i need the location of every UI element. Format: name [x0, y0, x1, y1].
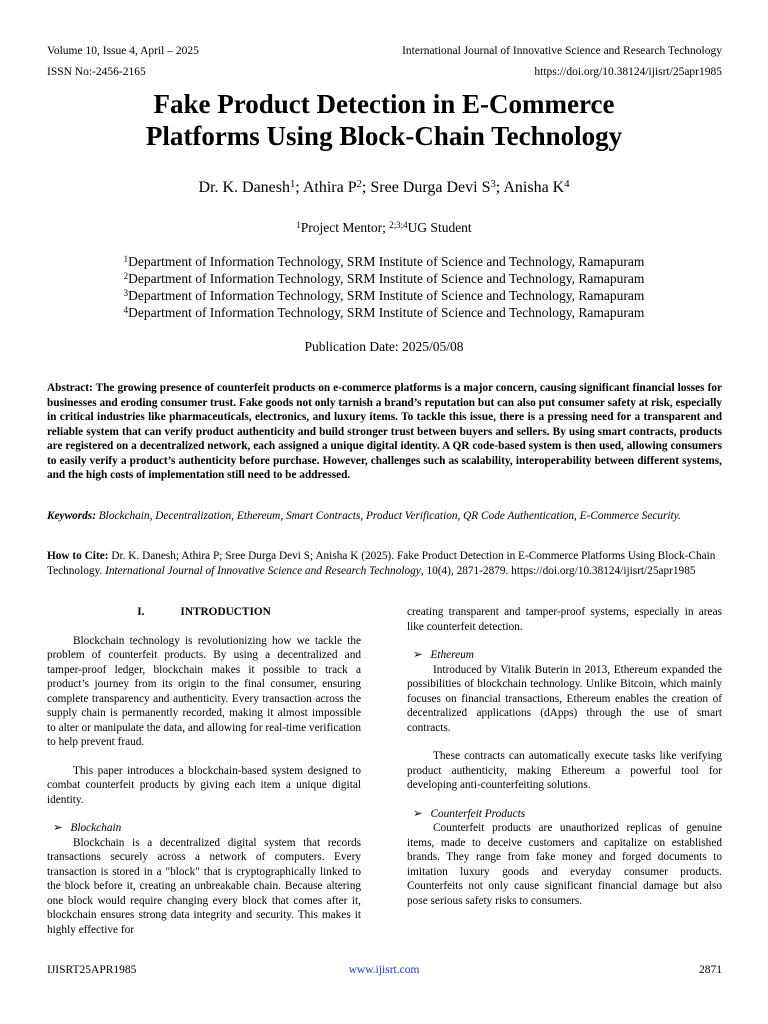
- section-heading: I. INTRODUCTION: [137, 606, 271, 618]
- journal-name: International Journal of Innovative Science and Research Technology: [402, 45, 722, 57]
- paragraph-continued: creating transparent and tamper-proof systems, especially in areas like counterfeit detection.: [407, 606, 722, 633]
- author: Athira $P^2$;: [302, 179, 371, 196]
- abstract: Abstract: The growing presence of counterfeit products on e-commerce platforms is a major concern, causing significant financial losses for businesses and eroding consumer trust. Fake goods not only tarnish a brand’s reputation but can also put consumer safety at risk, especially in critical industries like pharmaceuticals, electronics, and luxury items. To tackle this issue, there is a pressing need for a transparent and reliable system that can verify product authenticity and build stronger trust between buyers and sellers. By using smart contracts, products are registered on a decentralized network, each assigned a unique digital identity. A QR code-based system is then used, allowing consumers to easily verify a product’s authenticity before purchase. However, challenges such as scalability, interoperability between different systems, and the high costs of implementation still need to be addressed.: [47, 382, 722, 481]
- paragraph: Blockchain is a decentralized digital system that records transactions securely across a network of computers. Every transaction is stored in a "block" that is cryptographically linked to the block before it, creating an unbreakable chain. Because altering one block would require changing every block that comes after it, blockchain ensures strong data integrity and security. This makes it highly effective for: [47, 836, 361, 936]
- volume-issue: Volume 10, Issue 4, April – 2025: [47, 45, 199, 57]
- column-left: [47, 605, 361, 937]
- paragraph: Introduced by Vitalik Buterin in 2013, Ethereum expanded the possibilities of blockchain technology. Unlike Bitcoin, which mainly focuses on financial transactions, Ethereum enables the creation of decentralized applications (dApps) through the use of smart contracts.: [407, 663, 722, 734]
- paragraph: This paper introduces a blockchain-based system designed to combat counterfeit products by giving each item a unique digital identity.: [47, 764, 361, 806]
- subsection-ethereum: ➢ Ethereum: [413, 649, 474, 661]
- arrow-bullet-icon: ➢: [53, 822, 63, 834]
- affiliation: $^3$Department of Information Technology, SRM Institute of Science and Technology, Ramapuram: [123, 288, 645, 303]
- doi-link[interactable]: https://doi.org/10.38124/ijisrt/25apr1985: [534, 66, 722, 78]
- issn: ISSN No:-2456-2165: [47, 66, 146, 78]
- author: Anisha $K^4$: [503, 179, 570, 196]
- title-line-2: Platforms Using Block-Chain Technology: [145, 121, 623, 151]
- publication-date: Publication Date: 2025/05/08: [304, 339, 464, 354]
- how-to-cite: How to Cite: Dr. K. Danesh; Athira P; Sree Durga Devi S; Anisha K (2025). Fake Product Detection in E-Commerce Platforms Using Block-Chain Technology. International Journal of Innovative Science and Research Technology, 10(4), 2871-2879. https://doi.org/10.38124/ijisrt/25apr1985: [47, 550, 716, 577]
- author: Sree Durga Devi $S^3$;: [370, 179, 504, 196]
- footer-paper-id: IJISRT25APR1985: [47, 964, 137, 976]
- author-list: [0, 179, 768, 197]
- affiliation: $^2$Department of Information Technology, SRM Institute of Science and Technology, Ramapuram: [123, 271, 645, 286]
- affiliations: [0, 253, 768, 321]
- paragraph: Counterfeit products are unauthorized replicas of genuine items, made to deceive customers and capitalize on established brands. They range from fake money and forged documents to imitation luxury goods and everyday consumer products. Counterfeits not only cause significant financial damage but also pose serious safety risks to consumers.: [407, 822, 722, 907]
- affiliation: $^4$Department of Information Technology, SRM Institute of Science and Technology, Ramapuram: [123, 305, 645, 320]
- page-number: 2871: [699, 964, 722, 976]
- column-right: [407, 605, 722, 908]
- paragraph: These contracts can automatically execute tasks like verifying product authenticity, making Ethereum a powerful tool for developing anti-counterfeiting solutions.: [407, 750, 722, 791]
- subsection-counterfeit-products: ➢ Counterfeit Products: [413, 807, 526, 820]
- affiliation: $^1$Department of Information Technology, SRM Institute of Science and Technology, Ramapuram: [123, 254, 645, 269]
- paper-title: [0, 88, 768, 152]
- keywords: Keywords: Blockchain, Decentralization, Ethereum, Smart Contracts, Product Verification, QR Code Authentication, E-Commerce Security.: [47, 510, 681, 522]
- author-roles: $^1$Project Mentor; $^{2;3;4}$UG Student: [296, 220, 472, 235]
- title-line-1: Fake Product Detection in E-Commerce: [153, 89, 615, 119]
- arrow-bullet-icon: ➢: [413, 649, 423, 661]
- footer-website-link[interactable]: www.ijisrt.com: [348, 964, 420, 976]
- author: Dr. K. Danesh$^1$;: [198, 179, 303, 196]
- arrow-bullet-icon: ➢: [413, 807, 423, 820]
- paragraph: Blockchain technology is revolutionizing how we tackle the problem of counterfeit products. By using a decentralized and tamper-proof ledger, blockchain makes it possible to track a product’s journey from its origin to the final consumer, ensuring complete transparency and authenticity. Every transaction across the supply chain is permanently recorded, making it almost impossible to alter or manipulate the data, and allowing for real-time verification to help prevent fraud.: [47, 634, 361, 748]
- subsection-blockchain: ➢ Blockchain: [53, 822, 122, 834]
